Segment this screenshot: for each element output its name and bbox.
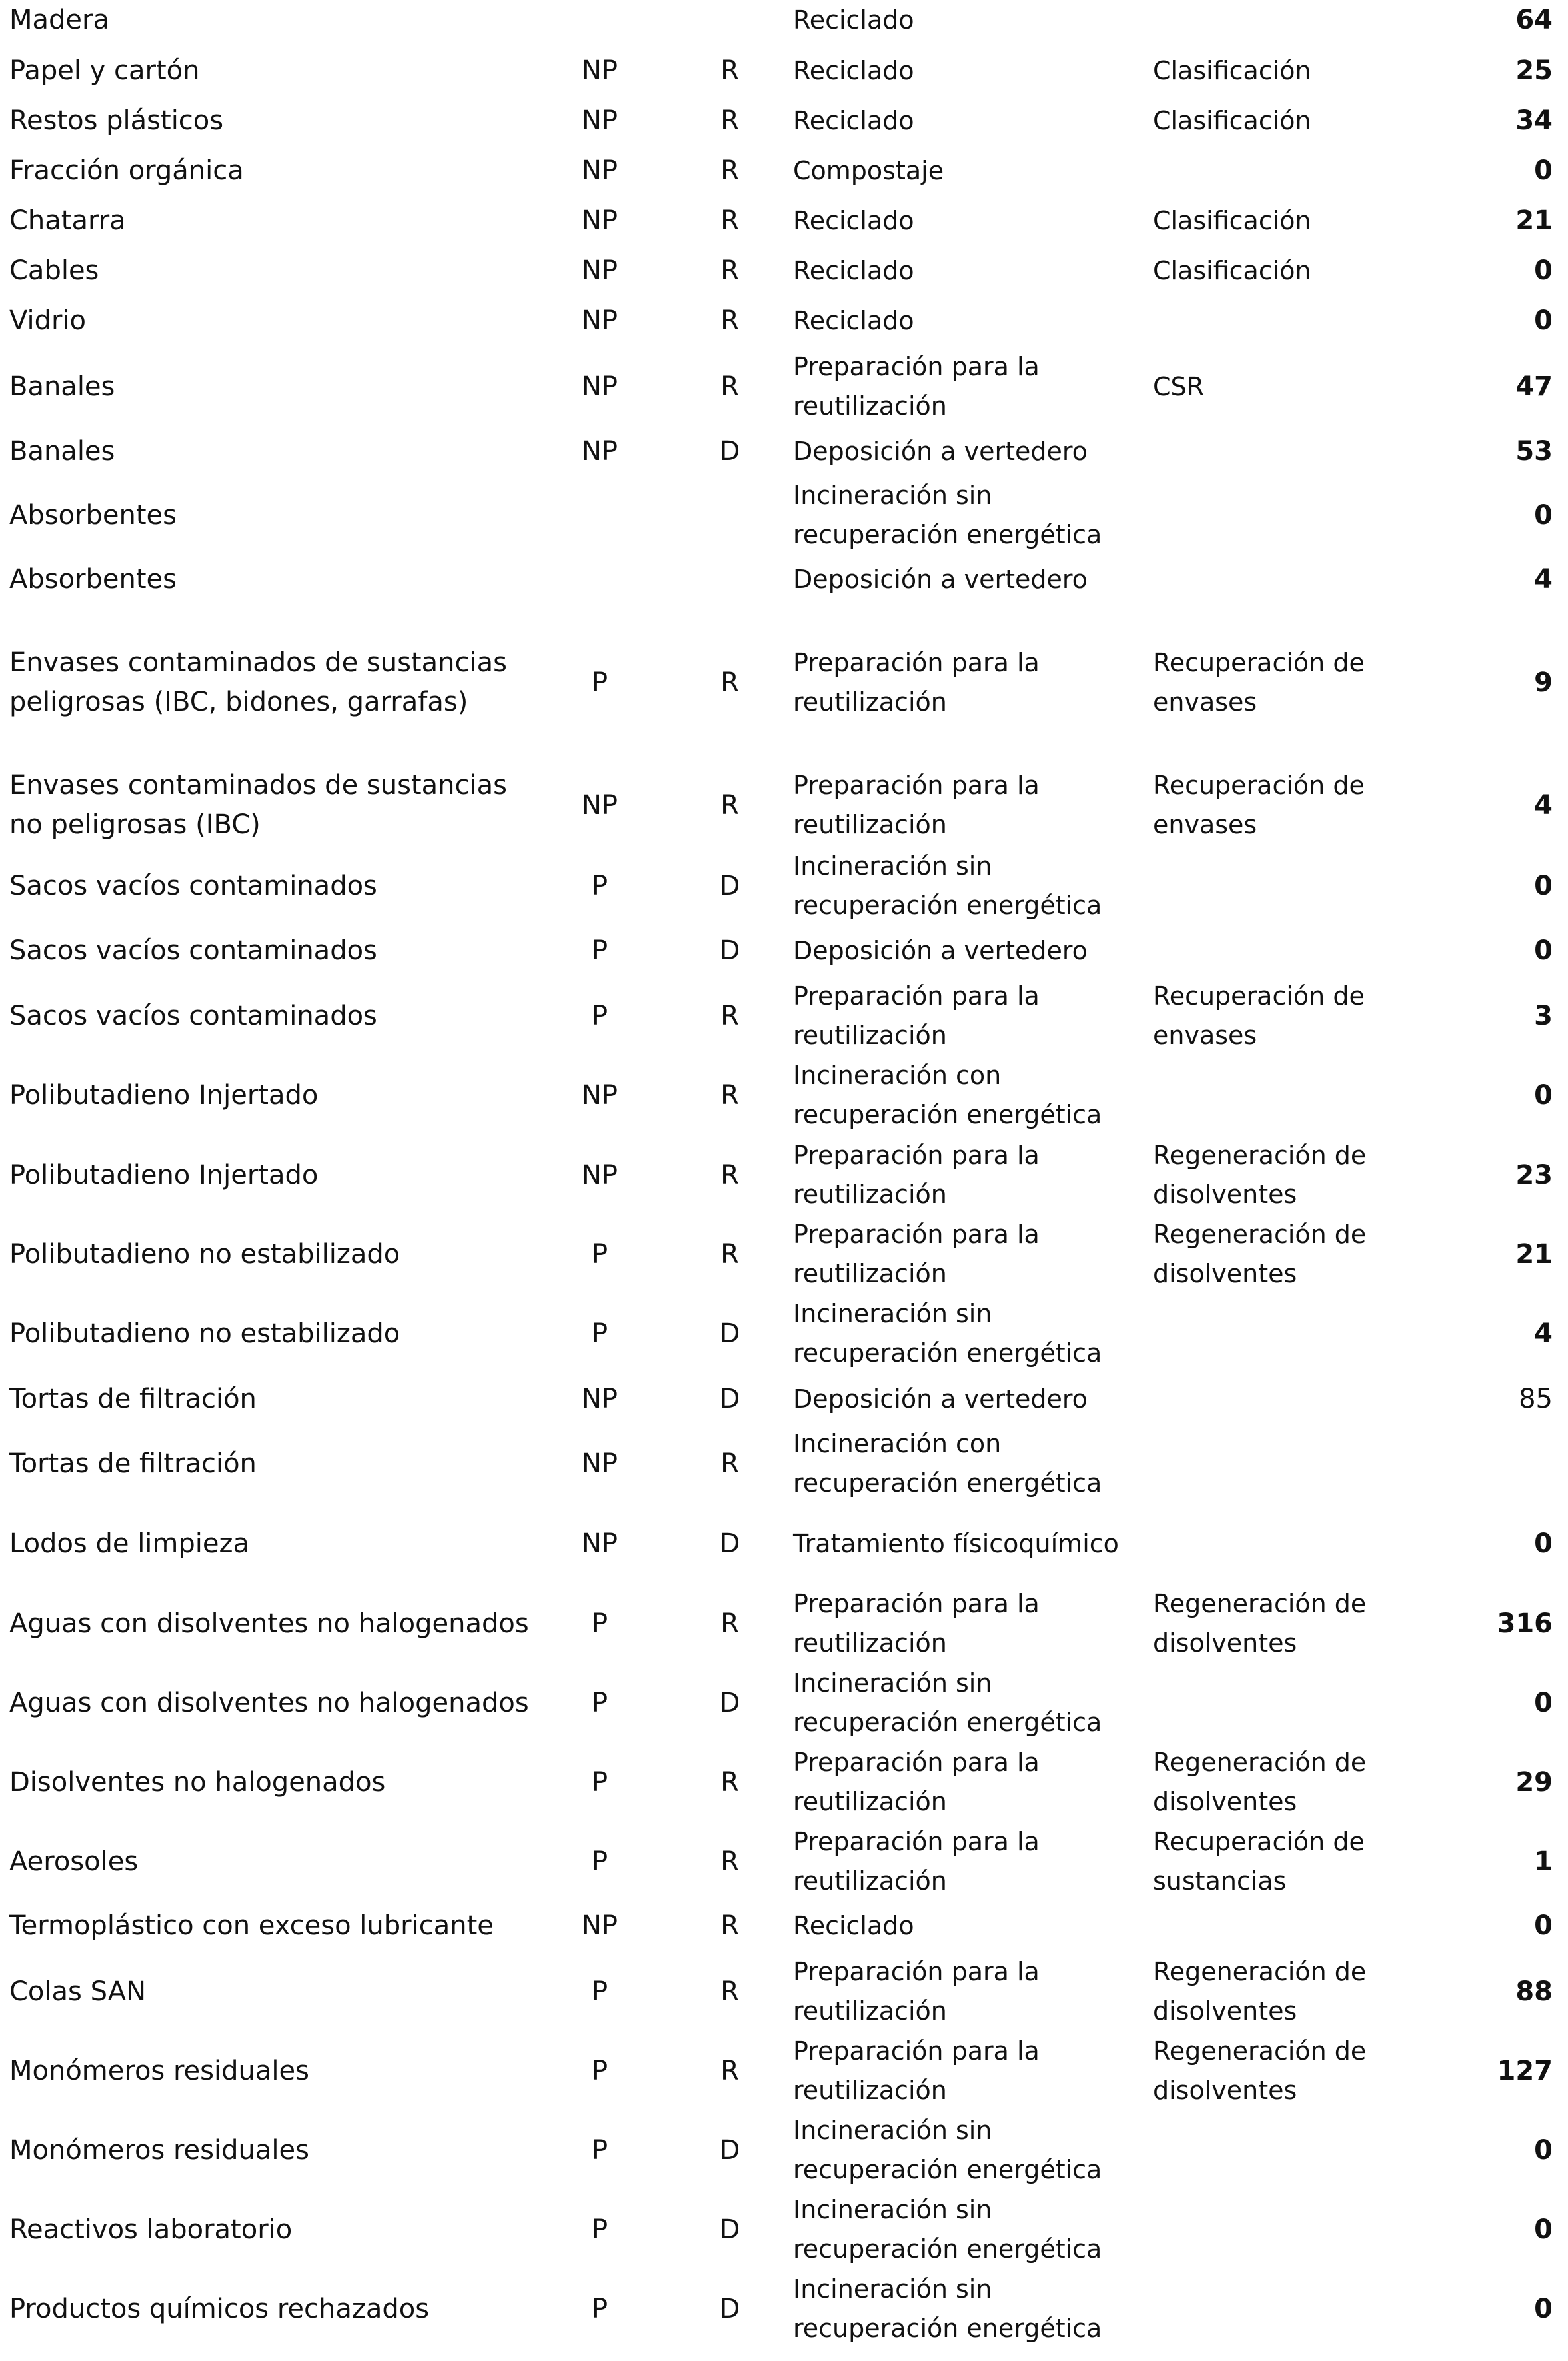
treatment-cell: Regeneración de disolventes xyxy=(1153,1589,1367,1658)
quantity-cell: 34 xyxy=(1515,105,1553,136)
treatment-cell: Recuperación de envases xyxy=(1153,981,1365,1050)
waste-name-cell: Monómeros residuales xyxy=(9,2055,309,2086)
treatment-cell: Regeneración de disolventes xyxy=(1153,1220,1367,1288)
waste-name-cell: Disolventes no halogenados xyxy=(9,1766,386,1798)
hazard-class-cell: NP xyxy=(581,435,618,467)
quantity-cell: 25 xyxy=(1515,55,1553,86)
waste-name-cell: Sacos vacíos contaminados xyxy=(9,1000,377,1031)
operation-cell: Reciclado xyxy=(793,255,914,285)
operation-cell: Preparación para la reutilización xyxy=(793,352,1040,421)
recovery-disposal-cell: R xyxy=(720,1910,739,1941)
waste-name-cell: Banales xyxy=(9,435,115,467)
waste-name-cell: Chatarra xyxy=(9,205,126,236)
quantity-cell: 21 xyxy=(1515,1238,1553,1270)
operation-cell: Preparación para la reutilización xyxy=(793,981,1040,1050)
waste-name-cell: Termoplástico con exceso lubricante xyxy=(9,1910,494,1941)
recovery-disposal-cell: D xyxy=(719,1383,740,1414)
operation-cell: Incineración sin recuperación energética xyxy=(793,2274,1102,2343)
recovery-disposal-cell: D xyxy=(719,1528,740,1559)
quantity-cell: 0 xyxy=(1534,499,1553,531)
hazard-class-cell: NP xyxy=(581,1383,618,1414)
quantity-cell: 127 xyxy=(1497,2055,1553,2086)
hazard-class-cell: P xyxy=(591,870,608,901)
treatment-cell: Regeneración de disolventes xyxy=(1153,1141,1367,1209)
hazard-class-cell: P xyxy=(591,1846,608,1877)
recovery-disposal-cell: D xyxy=(719,2214,740,2245)
recovery-disposal-cell: R xyxy=(720,371,739,402)
quantity-cell: 0 xyxy=(1534,935,1553,966)
waste-name-cell: Envases contaminados de sustancias no peligrosas (IBC) xyxy=(9,770,507,840)
waste-name-cell: Polibutadieno Injertado xyxy=(9,1159,319,1190)
quantity-cell: 64 xyxy=(1515,4,1553,35)
hazard-class-cell: NP xyxy=(581,1079,618,1111)
hazard-class-cell: P xyxy=(591,1766,608,1798)
hazard-class-cell: NP xyxy=(581,205,618,236)
operation-cell: Compostaje xyxy=(793,155,944,185)
operation-cell: Preparación para la reutilización xyxy=(793,1827,1040,1896)
recovery-disposal-cell: D xyxy=(719,435,740,467)
operation-cell: Tratamiento físicoquímico xyxy=(793,1528,1119,1558)
treatment-cell: Regeneración de disolventes xyxy=(1153,2036,1367,2105)
operation-cell: Incineración sin recuperación energética xyxy=(793,481,1102,549)
recovery-disposal-cell: D xyxy=(719,1687,740,1718)
hazard-class-cell: NP xyxy=(581,1910,618,1941)
recovery-disposal-cell: R xyxy=(720,1238,739,1270)
recovery-disposal-cell: R xyxy=(720,1000,739,1031)
hazard-class-cell: NP xyxy=(581,789,618,821)
hazard-class-cell: P xyxy=(591,2214,608,2245)
operation-cell: Deposición a vertedero xyxy=(793,1384,1088,1414)
waste-name-cell: Envases contaminados de sustancias peligrosas (IBC, bidones, garrafas) xyxy=(9,647,507,717)
recovery-disposal-cell: D xyxy=(719,2134,740,2166)
treatment-cell: Recuperación de envases xyxy=(1153,771,1365,839)
waste-name-cell: Vidrio xyxy=(9,305,87,336)
quantity-cell: 0 xyxy=(1534,1687,1553,1718)
waste-name-cell: Absorbentes xyxy=(9,563,177,595)
operation-cell: Incineración con recuperación energética xyxy=(793,1429,1102,1498)
operation-cell: Incineración con recuperación energética xyxy=(793,1061,1102,1129)
quantity-cell: 88 xyxy=(1515,1976,1553,2007)
waste-name-cell: Productos químicos rechazados xyxy=(9,2293,430,2324)
quantity-cell: 0 xyxy=(1534,2134,1553,2166)
operation-cell: Incineración sin recuperación energética xyxy=(793,2195,1102,2264)
treatment-cell: Clasificación xyxy=(1153,205,1311,235)
operation-cell: Incineración sin recuperación energética xyxy=(793,2116,1102,2184)
quantity-cell: 0 xyxy=(1534,255,1553,286)
waste-name-cell: Polibutadieno no estabilizado xyxy=(9,1238,400,1270)
quantity-cell: 47 xyxy=(1515,371,1553,402)
waste-name-cell: Colas SAN xyxy=(9,1976,146,2007)
quantity-cell: 3 xyxy=(1534,1000,1553,1031)
hazard-class-cell: NP xyxy=(581,155,618,186)
recovery-disposal-cell: R xyxy=(720,305,739,336)
hazard-class-cell: NP xyxy=(581,305,618,336)
quantity-cell: 21 xyxy=(1515,205,1553,236)
quantity-cell: 1 xyxy=(1534,1846,1553,1877)
waste-name-cell: Polibutadieno Injertado xyxy=(9,1079,319,1111)
recovery-disposal-cell: R xyxy=(720,155,739,186)
hazard-class-cell: P xyxy=(591,1687,608,1718)
treatment-cell: Clasificación xyxy=(1153,255,1311,285)
quantity-cell: 0 xyxy=(1534,2293,1553,2324)
waste-name-cell: Reactivos laboratorio xyxy=(9,2214,293,2245)
quantity-cell: 23 xyxy=(1515,1159,1553,1190)
waste-name-cell: Aerosoles xyxy=(9,1846,139,1877)
operation-cell: Incineración sin recuperación energética xyxy=(793,1299,1102,1368)
recovery-disposal-cell: R xyxy=(720,667,739,698)
recovery-disposal-cell: R xyxy=(720,55,739,86)
waste-name-cell: Fracción orgánica xyxy=(9,155,244,186)
waste-name-cell: Tortas de filtración xyxy=(9,1383,257,1414)
waste-name-cell: Restos plásticos xyxy=(9,105,224,136)
recovery-disposal-cell: R xyxy=(720,255,739,286)
operation-cell: Preparación para la reutilización xyxy=(793,1748,1040,1816)
operation-cell: Incineración sin recuperación energética xyxy=(793,1668,1102,1737)
recovery-disposal-cell: D xyxy=(719,2293,740,2324)
operation-cell: Reciclado xyxy=(793,1910,914,1940)
hazard-class-cell: NP xyxy=(581,55,618,86)
treatment-cell: Recuperación de sustancias xyxy=(1153,1827,1365,1896)
operation-cell: Preparación para la reutilización xyxy=(793,1957,1040,2026)
hazard-class-cell: NP xyxy=(581,1528,618,1559)
operation-cell: Reciclado xyxy=(793,105,914,135)
hazard-class-cell: NP xyxy=(581,1448,618,1479)
operation-cell: Incineración sin recuperación energética xyxy=(793,851,1102,920)
operation-cell: Preparación para la reutilización xyxy=(793,1589,1040,1658)
recovery-disposal-cell: R xyxy=(720,1448,739,1479)
operation-cell: Reciclado xyxy=(793,5,914,35)
quantity-cell: 0 xyxy=(1534,1079,1553,1111)
recovery-disposal-cell: R xyxy=(720,1608,739,1639)
treatment-cell: CSR xyxy=(1153,371,1205,401)
hazard-class-cell: NP xyxy=(581,255,618,286)
operation-cell: Reciclado xyxy=(793,305,914,335)
hazard-class-cell: P xyxy=(591,1608,608,1639)
waste-name-cell: Polibutadieno no estabilizado xyxy=(9,1318,400,1349)
operation-cell: Deposición a vertedero xyxy=(793,564,1088,594)
recovery-disposal-cell: R xyxy=(720,105,739,136)
recovery-disposal-cell: R xyxy=(720,205,739,236)
hazard-class-cell: P xyxy=(591,1318,608,1349)
quantity-cell: 29 xyxy=(1515,1766,1553,1798)
hazard-class-cell: NP xyxy=(581,105,618,136)
recovery-disposal-cell: D xyxy=(719,870,740,901)
waste-name-cell: Monómeros residuales xyxy=(9,2134,309,2166)
waste-name-cell: Aguas con disolventes no halogenados xyxy=(9,1687,529,1718)
quantity-cell: 4 xyxy=(1534,789,1553,821)
operation-cell: Preparación para la reutilización xyxy=(793,1220,1040,1288)
operation-cell: Preparación para la reutilización xyxy=(793,2036,1040,2105)
recovery-disposal-cell: R xyxy=(720,789,739,821)
waste-name-cell: Aguas con disolventes no halogenados xyxy=(9,1608,529,1639)
quantity-cell: 4 xyxy=(1534,563,1553,595)
quantity-cell: 53 xyxy=(1515,435,1553,467)
hazard-class-cell: P xyxy=(591,935,608,966)
recovery-disposal-cell: R xyxy=(720,1846,739,1877)
recovery-disposal-cell: D xyxy=(719,935,740,966)
treatment-cell: Regeneración de disolventes xyxy=(1153,1957,1367,2026)
recovery-disposal-cell: D xyxy=(719,1318,740,1349)
treatment-cell: Clasificación xyxy=(1153,55,1311,85)
waste-name-cell: Sacos vacíos contaminados xyxy=(9,935,377,966)
recovery-disposal-cell: R xyxy=(720,1159,739,1190)
operation-cell: Deposición a vertedero xyxy=(793,935,1088,965)
operation-cell: Reciclado xyxy=(793,55,914,85)
waste-name-cell: Cables xyxy=(9,255,99,286)
quantity-cell: 4 xyxy=(1534,1318,1553,1349)
treatment-cell: Clasificación xyxy=(1153,105,1311,135)
hazard-class-cell: P xyxy=(591,2134,608,2166)
quantity-cell: 0 xyxy=(1534,1528,1553,1559)
treatment-cell: Recuperación de envases xyxy=(1153,648,1365,717)
operation-cell: Deposición a vertedero xyxy=(793,436,1088,466)
waste-name-cell: Papel y cartón xyxy=(9,55,200,86)
treatment-cell: Regeneración de disolventes xyxy=(1153,1748,1367,1816)
hazard-class-cell: P xyxy=(591,2055,608,2086)
recovery-disposal-cell: R xyxy=(720,1976,739,2007)
waste-name-cell: Madera xyxy=(9,4,109,35)
hazard-class-cell: P xyxy=(591,1976,608,2007)
recovery-disposal-cell: R xyxy=(720,2055,739,2086)
operation-cell: Reciclado xyxy=(793,205,914,235)
waste-name-cell: Absorbentes xyxy=(9,499,177,531)
operation-cell: Preparación para la reutilización xyxy=(793,1141,1040,1209)
waste-name-cell: Lodos de limpieza xyxy=(9,1528,249,1559)
hazard-class-cell: NP xyxy=(581,1159,618,1190)
quantity-cell: 0 xyxy=(1534,870,1553,901)
recovery-disposal-cell: R xyxy=(720,1766,739,1798)
waste-name-cell: Tortas de filtración xyxy=(9,1448,257,1479)
waste-name-cell: Sacos vacíos contaminados xyxy=(9,870,377,901)
hazard-class-cell: P xyxy=(591,1000,608,1031)
hazard-class-cell: P xyxy=(591,667,608,698)
quantity-cell: 0 xyxy=(1534,155,1553,186)
quantity-cell: 0 xyxy=(1534,1910,1553,1941)
quantity-cell: 85 xyxy=(1519,1383,1553,1414)
hazard-class-cell: NP xyxy=(581,371,618,402)
hazard-class-cell: P xyxy=(591,2293,608,2324)
operation-cell: Preparación para la reutilización xyxy=(793,648,1040,717)
hazard-class-cell: P xyxy=(591,1238,608,1270)
quantity-cell: 0 xyxy=(1534,2214,1553,2245)
waste-name-cell: Banales xyxy=(9,371,115,402)
quantity-cell: 316 xyxy=(1497,1608,1553,1639)
recovery-disposal-cell: R xyxy=(720,1079,739,1111)
quantity-cell: 9 xyxy=(1534,667,1553,698)
quantity-cell: 0 xyxy=(1534,305,1553,336)
operation-cell: Preparación para la reutilización xyxy=(793,771,1040,839)
